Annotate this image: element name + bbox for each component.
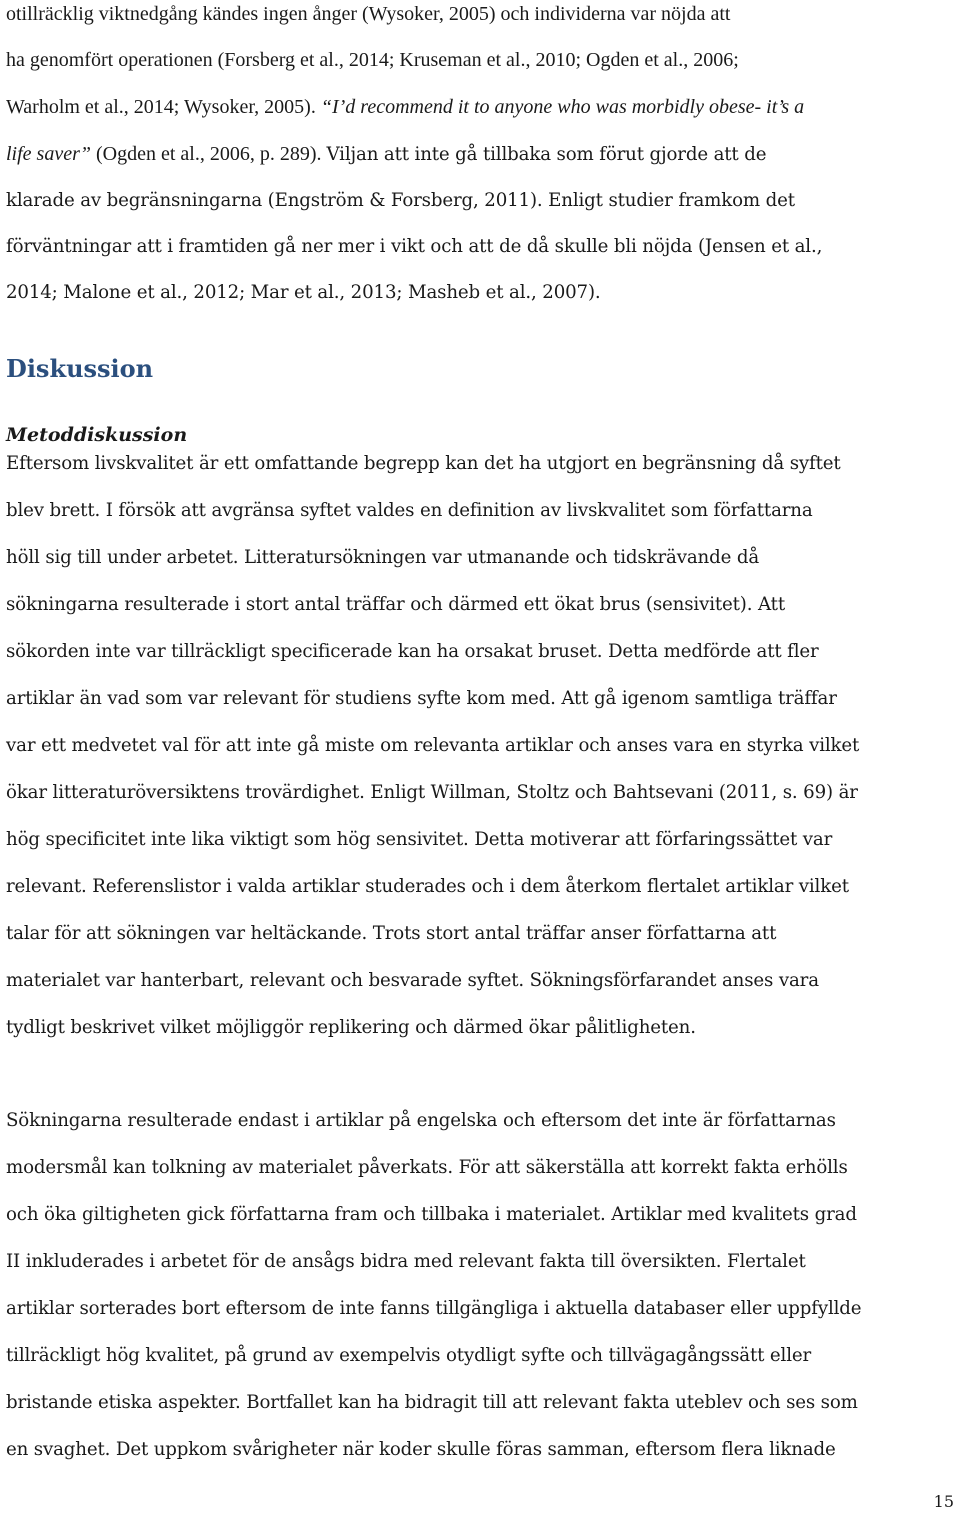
quote-text: life saver” bbox=[6, 143, 96, 165]
intro-line bbox=[6, 2, 730, 26]
paragraph-line: modersmål kan tolkning av materialet påverkats. För att säkerställa att korrekt fakta erhölls bbox=[6, 1157, 848, 1178]
page-number: 15 bbox=[933, 1492, 954, 1511]
paragraph-line: ökar litteraturöversiktens trovärdighet. Enligt Willman, Stoltz och Bahtsevani (2011, s. 69) är bbox=[6, 782, 858, 803]
body-text: förväntningar att i framtiden gå ner mer i vikt och att de då skulle bli nöjda (Jensen et al., bbox=[6, 236, 823, 257]
body-text: otillräcklig viktnedgång kändes ingen ånger (Wysoker, 2005) och individerna var nöjda att bbox=[6, 3, 731, 25]
paragraph-line: artiklar sorterades bort eftersom de inte fanns tillgängliga i aktuella databaser eller uppfyllde bbox=[6, 1298, 862, 1319]
intro-line bbox=[6, 48, 739, 72]
paragraph-line: en svaghet. Det uppkom svårigheter när koder skulle föras samman, eftersom flera liknade bbox=[6, 1439, 836, 1460]
body-text: ha genomfört operationen (Forsberg et al., 2014; Kruseman et al., 2010; Ogden et al., 2006; bbox=[6, 49, 739, 71]
paragraph-line: II inkluderades i arbetet för de ansågs bidra med relevant fakta till översikten. Flertalet bbox=[6, 1251, 806, 1272]
paragraph-line: höll sig till under arbetet. Litteratursökningen var utmanande och tidskrävande då bbox=[6, 547, 760, 568]
intro-line bbox=[6, 234, 822, 259]
intro-line bbox=[6, 95, 804, 119]
section-heading-diskussion: Diskussion bbox=[6, 354, 154, 383]
intro-line bbox=[6, 280, 601, 305]
paragraph-line: sökningarna resulterade i stort antal träffar och därmed ett ökat brus (sensivitet). Att bbox=[6, 594, 785, 615]
body-text: 2014; Malone et al., 2012; Mar et al., 2013; Masheb et al., 2007). bbox=[6, 282, 601, 303]
paragraph-line: blev brett. I försök att avgränsa syftet valdes en definition av livskvalitet som författarna bbox=[6, 500, 813, 521]
paragraph-line: hög specificitet inte lika viktigt som hög sensivitet. Detta motiverar att förfaringssättet var bbox=[6, 829, 833, 850]
body-text: klarade av begränsningarna (Engström & Forsberg, 2011). Enligt studier framkom det bbox=[6, 190, 795, 211]
paragraph-line: sökorden inte var tillräckligt specificerade kan ha orsakat bruset. Detta medförde att fler bbox=[6, 641, 819, 662]
paragraph-line: tydligt beskrivet vilket möjliggör replikering och därmed ökar pålitligheten. bbox=[6, 1017, 696, 1038]
body-text: Viljan att inte gå tillbaka som förut gjorde att de bbox=[326, 144, 767, 165]
body-text: (Ogden et al., 2006, p. 289). bbox=[96, 143, 327, 165]
body-text: Warholm et al., 2014; Wysoker, 2005). bbox=[6, 96, 321, 118]
subsection-heading-metoddiskussion: Metoddiskussion bbox=[6, 424, 188, 446]
paragraph-line: tillräckligt hög kvalitet, på grund av exempelvis otydligt syfte och tillvägagångssätt eller bbox=[6, 1345, 812, 1366]
paragraph-line: talar för att sökningen var heltäckande. Trots stort antal träffar anser författarna att bbox=[6, 923, 777, 944]
intro-line bbox=[6, 142, 766, 167]
paragraph-line: materialet var hanterbart, relevant och besvarade syftet. Sökningsförfarandet anses vara bbox=[6, 970, 819, 991]
intro-line bbox=[6, 188, 795, 213]
quote-text: “I’d recommend it to anyone who was morbidly obese- it’s a bbox=[320, 96, 805, 118]
paragraph-line: Eftersom livskvalitet är ett omfattande begrepp kan det ha utgjort en begränsning då syftet bbox=[6, 453, 841, 474]
paragraph-line: var ett medvetet val för att inte gå miste om relevanta artiklar och anses vara en styrka vilket bbox=[6, 735, 860, 756]
paragraph-line: bristande etiska aspekter. Bortfallet kan ha bidragit till att relevant fakta uteblev och ses som bbox=[6, 1392, 858, 1413]
paragraph-line: Sökningarna resulterade endast i artiklar på engelska och eftersom det inte är författarnas bbox=[6, 1110, 836, 1131]
paragraph-line: och öka giltigheten gick författarna fram och tillbaka i materialet. Artiklar med kvalitets grad bbox=[6, 1204, 857, 1225]
paragraph-line: relevant. Referenslistor i valda artiklar studerades och i dem återkom flertalet artiklar vilket bbox=[6, 876, 849, 897]
paragraph-line: artiklar än vad som var relevant för studiens syfte kom med. Att gå igenom samtliga träffar bbox=[6, 688, 837, 709]
